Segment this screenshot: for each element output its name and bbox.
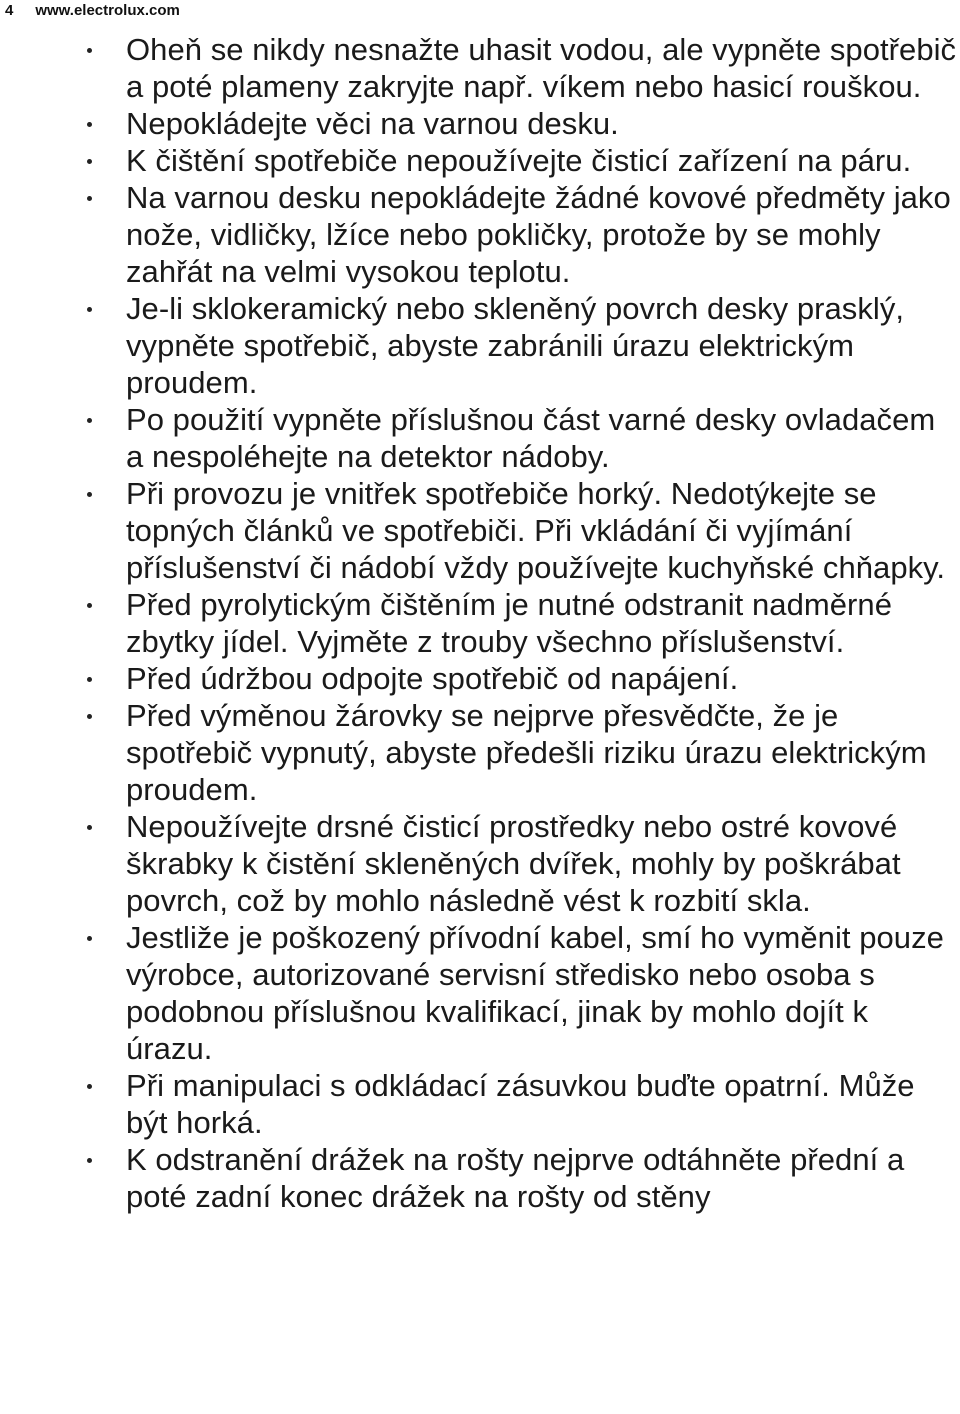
bullet-icon bbox=[87, 1084, 92, 1089]
list-item-text: Nepoužívejte drsné čisticí prostředky nebo ostré kovové škrabky k čistění skleněných dvířek, mohly by poškrábat povrch, což by mohlo následně vést k rozbití skla. bbox=[126, 809, 901, 918]
bullet-icon bbox=[87, 196, 92, 201]
bullet-icon bbox=[87, 418, 92, 423]
list-item-text: Oheň se nikdy nesnažte uhasit vodou, ale vypněte spotřebič a poté plameny zakryjte např. víkem nebo hasicí rouškou. bbox=[126, 32, 957, 104]
list-item bbox=[0, 31, 960, 105]
list-item-text: K odstranění drážek na rošty nejprve odtáhněte přední a poté zadní konec drážek na rošty od stěny bbox=[126, 1142, 905, 1214]
list-item-text: Před výměnou žárovky se nejprve přesvědčte, že je spotřebič vypnutý, abyste předešli riziku úrazu elektrickým proudem. bbox=[126, 698, 927, 807]
list-item-text: Před pyrolytickým čištěním je nutné odstranit nadměrné zbytky jídel. Vyjměte z trouby všechno příslušenství. bbox=[126, 587, 892, 659]
list-item-text: Před údržbou odpojte spotřebič od napájení. bbox=[126, 661, 739, 696]
safety-instructions bbox=[0, 31, 960, 1215]
bullet-icon bbox=[87, 159, 92, 164]
list-item bbox=[0, 919, 960, 1067]
list-item bbox=[0, 142, 960, 179]
website-url: www.electrolux.com bbox=[35, 1, 180, 19]
list-item bbox=[0, 401, 960, 475]
list-item bbox=[0, 179, 960, 290]
bullet-icon bbox=[87, 825, 92, 830]
page-header bbox=[5, 0, 180, 20]
warning-list bbox=[0, 31, 960, 1215]
list-item bbox=[0, 586, 960, 660]
list-item-text: Jestliže je poškozený přívodní kabel, smí ho vyměnit pouze výrobce, autorizované servisní středisko nebo osoba s podobnou příslušnou kvalifikací, jinak by mohlo dojít k úrazu. bbox=[126, 920, 944, 1066]
list-item bbox=[0, 1141, 960, 1215]
list-item-text: Na varnou desku nepokládejte žádné kovové předměty jako nože, vidličky, lžíce nebo pokličky, protože by se mohly zahřát na velmi vysokou teplotu. bbox=[126, 180, 951, 289]
bullet-icon bbox=[87, 307, 92, 312]
list-item-text: Při manipulaci s odkládací zásuvkou buďte opatrní. Může být horká. bbox=[126, 1068, 915, 1140]
list-item bbox=[0, 105, 960, 142]
bullet-icon bbox=[87, 936, 92, 941]
list-item-text: Je-li sklokeramický nebo skleněný povrch desky prasklý, vypněte spotřebič, abyste zabránili úrazu elektrickým proudem. bbox=[126, 291, 905, 400]
bullet-icon bbox=[87, 1158, 92, 1163]
bullet-icon bbox=[87, 677, 92, 682]
list-item bbox=[0, 697, 960, 808]
list-item bbox=[0, 475, 960, 586]
list-item-text: Po použití vypněte příslušnou část varné desky ovladačem a nespoléhejte na detektor nádoby. bbox=[126, 402, 936, 474]
list-item bbox=[0, 660, 960, 697]
bullet-icon bbox=[87, 492, 92, 497]
bullet-icon bbox=[87, 122, 92, 127]
bullet-icon bbox=[87, 48, 92, 53]
list-item bbox=[0, 290, 960, 401]
list-item-text: K čištění spotřebiče nepoužívejte čisticí zařízení na páru. bbox=[126, 143, 912, 178]
page-number: 4 bbox=[5, 1, 14, 19]
list-item-text: Při provozu je vnitřek spotřebiče horký. Nedotýkejte se topných článků ve spotřebiči. Při vkládání či vyjímání příslušenství či nádobí vždy používejte kuchyňské chňapky. bbox=[126, 476, 946, 585]
bullet-icon bbox=[87, 714, 92, 719]
list-item bbox=[0, 1067, 960, 1141]
list-item bbox=[0, 808, 960, 919]
bullet-icon bbox=[87, 603, 92, 608]
list-item-text: Nepokládejte věci na varnou desku. bbox=[126, 106, 619, 141]
